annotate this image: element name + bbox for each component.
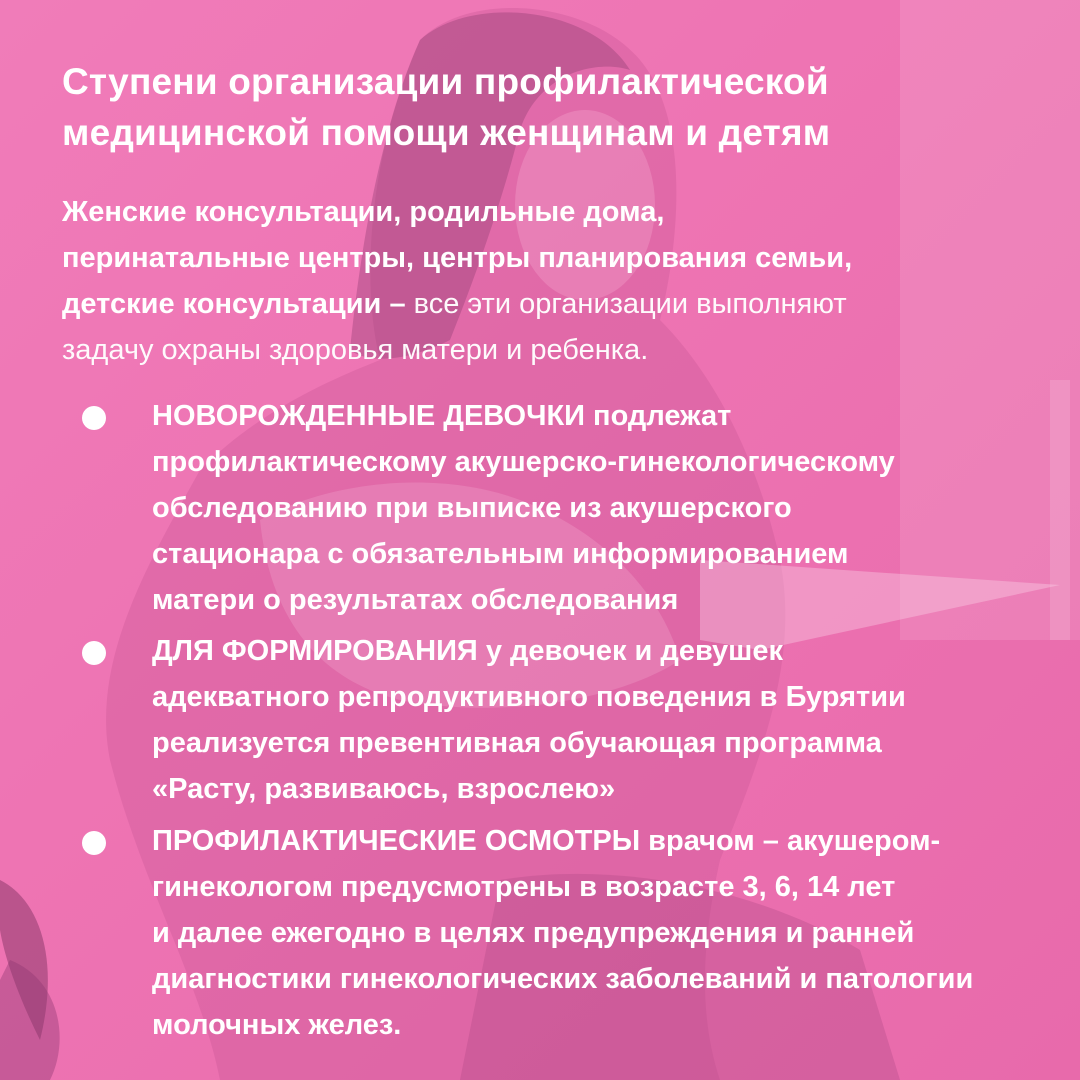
page-title	[62, 56, 1022, 158]
list-item-line: профилактическому акушерско-гинекологическому	[152, 446, 895, 478]
bullet-icon	[82, 406, 106, 430]
intro-text: все эти организации выполняют	[405, 288, 847, 320]
title-line: медицинской помощи женщинам и детям	[62, 112, 831, 153]
title-line: Ступени организации профилактической	[62, 61, 829, 102]
list-item-line: реализуется превентивная обучающая программа	[152, 727, 882, 759]
intro-line: перинатальные центры, центры планирования семьи,	[62, 242, 853, 274]
list-item-line: обследованию при выписке из акушерского	[152, 492, 792, 524]
bullet-icon	[82, 831, 106, 855]
list-item-line: «Расту, развиваюсь, взрослею»	[152, 773, 616, 805]
content-block	[62, 56, 1022, 373]
list-item-line: гинекологом предусмотрены в возрасте 3, 6, 14 лет	[152, 871, 896, 903]
bullet-icon	[82, 641, 106, 665]
intro-line: задачу охраны здоровья матери и ребенка.	[62, 334, 649, 366]
list-item-line: НОВОРОЖДЕННЫЕ ДЕВОЧКИ подлежат	[152, 400, 732, 432]
list-item-line: и далее ежегодно в целях предупреждения и ранней	[152, 917, 915, 949]
list-item-line: молочных желез.	[152, 1009, 402, 1041]
list-item-line: диагностики гинекологических заболеваний и патологии	[152, 963, 974, 995]
list-item-text	[152, 393, 1032, 623]
list-item-text	[152, 818, 1032, 1048]
list-item-line: ПРОФИЛАКТИЧЕСКИЕ ОСМОТРЫ врачом – акушером-	[152, 825, 941, 857]
intro-paragraph	[62, 189, 1022, 373]
list-item-text	[152, 628, 1032, 812]
list-item-line: стационара с обязательным информированием	[152, 538, 849, 570]
intro-line: Женские консультации, родильные дома,	[62, 196, 665, 228]
list-item-line: адекватного репродуктивного поведения в Бурятии	[152, 681, 906, 713]
list-item-line: ДЛЯ ФОРМИРОВАНИЯ у девочек и девушек	[152, 635, 783, 667]
intro-line	[62, 281, 1022, 327]
list-item-line: матери о результатах обследования	[152, 584, 679, 616]
intro-bold-text: детские консультации –	[62, 288, 406, 320]
